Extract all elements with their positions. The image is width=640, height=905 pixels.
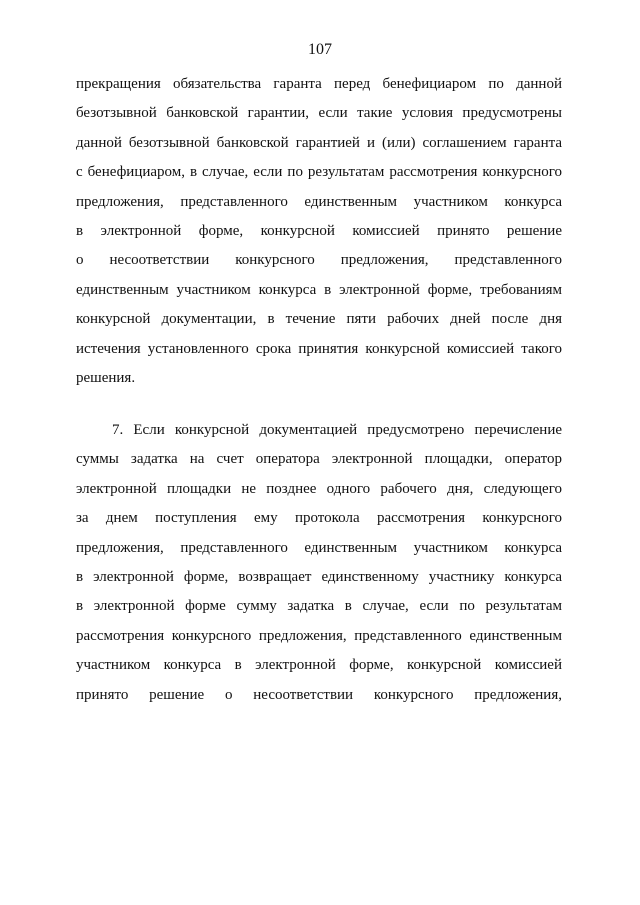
text-line: в электронной форме, возвращает единственному участнику конкурса xyxy=(76,568,562,585)
text-line: в электронной форме, конкурсной комиссией принято решение xyxy=(76,222,562,239)
text-line: рассмотрения конкурсного предложения, представленного единственным xyxy=(76,627,562,644)
text-line: о несоответствии конкурсного предложения, представленного xyxy=(76,252,562,269)
text-line: истечения установленного срока принятия конкурсной комиссией такого xyxy=(76,340,562,357)
text-line: единственным участником конкурса в электронной форме, требованиям xyxy=(76,281,562,298)
text-line: данной безотзывной банковской гарантией и (или) соглашением гаранта xyxy=(76,134,562,151)
text-line: суммы задатка на счет оператора электронной площадки, оператор xyxy=(76,451,562,468)
text-line: решения. xyxy=(76,369,136,386)
paragraph-7-deposit-return xyxy=(76,416,562,710)
text-line: с бенефициаром, в случае, если по результатам рассмотрения конкурсного xyxy=(76,164,562,181)
text-line: за днем поступления ему протокола рассмотрения конкурсного xyxy=(76,510,562,527)
text-line: предложения, представленного единственным участником конкурса xyxy=(76,193,562,210)
text-line: безотзывной банковской гарантии, если такие условия предусмотрены xyxy=(76,105,562,122)
text-line: предложения, представленного единственным участником конкурса xyxy=(76,539,562,556)
text-line: в электронной форме сумму задатка в случае, если по результатам xyxy=(76,598,562,615)
text-line: 7. Если конкурсной документацией предусмотрено перечисление xyxy=(112,422,562,438)
text-line: конкурсной документации, в течение пяти рабочих дней после дня xyxy=(76,311,562,328)
text-line: электронной площадки не позднее одного рабочего дня, следующего xyxy=(76,480,562,497)
text-line: прекращения обязательства гаранта перед бенефициаром по данной xyxy=(76,76,562,92)
text-line: принято решение о несоответствии конкурсного предложения, xyxy=(76,686,562,703)
page-number: 107 xyxy=(308,41,332,58)
paragraph-obligation-termination xyxy=(76,70,562,393)
text-line: участником конкурса в электронной форме, конкурсной комиссией xyxy=(76,657,562,674)
